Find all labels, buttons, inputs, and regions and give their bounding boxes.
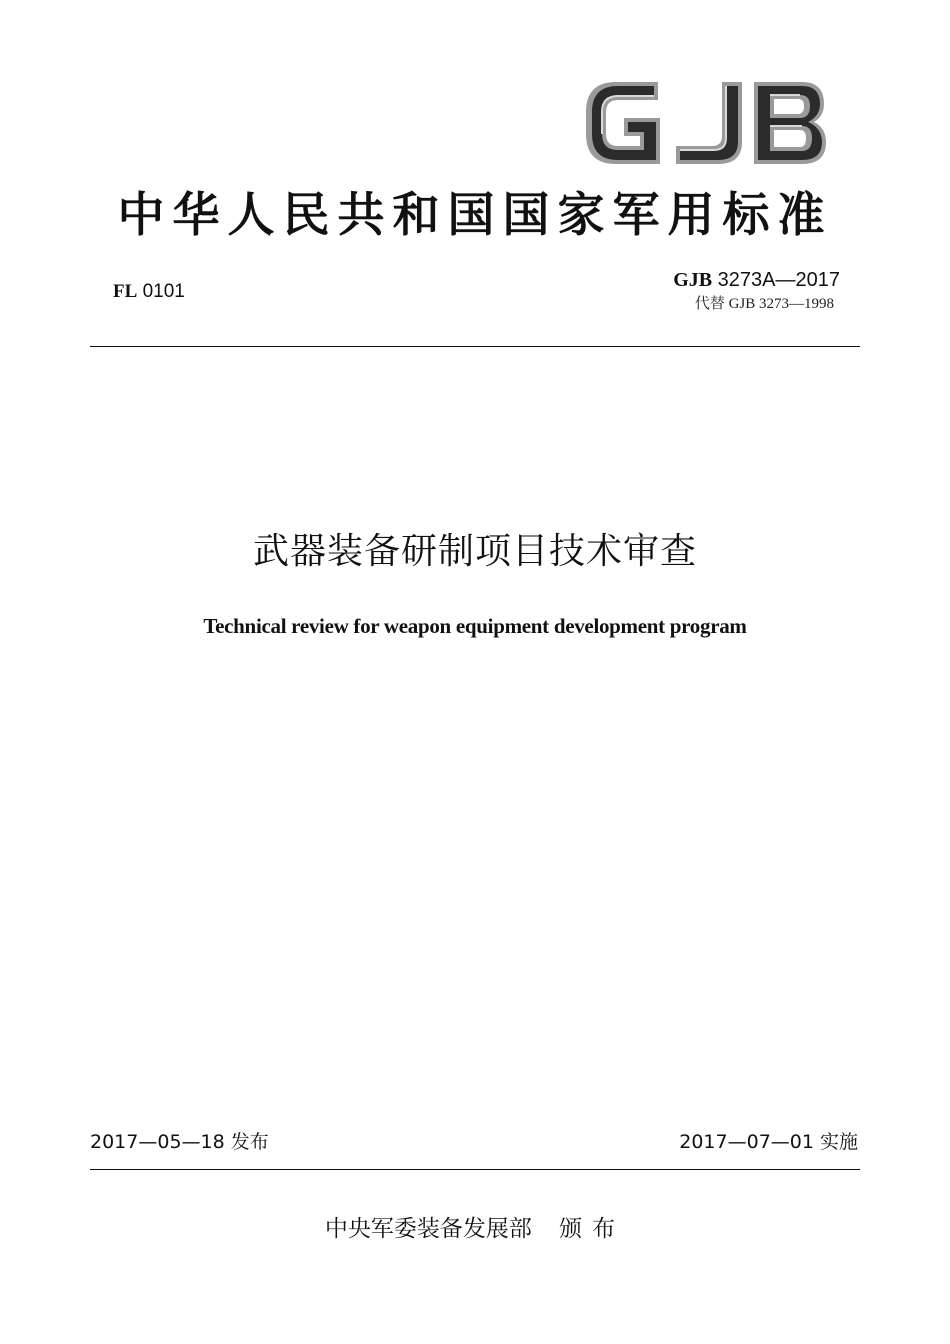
gjb-logo <box>580 72 830 174</box>
bottom-divider <box>90 1169 860 1170</box>
classification-code <box>113 280 185 304</box>
issuer-name: 中央军委装备发展部 <box>324 1216 532 1242</box>
classification-prefix: FL <box>113 281 138 302</box>
issuer-action: 颁布 <box>559 1216 626 1242</box>
implementation-date: 2017—07—01 实施 <box>679 1131 858 1153</box>
replaces-standard: 代替 GJB 3273—1998 <box>694 296 834 312</box>
top-divider <box>90 346 860 347</box>
country-standard-title: 中华人民共和国国家军用标准 <box>117 188 833 243</box>
document-title-cn: 武器装备研制项目技术审查 <box>252 531 697 572</box>
issue-date: 2017—05—18 发布 <box>90 1131 269 1153</box>
classification-number: 0101 <box>142 281 185 302</box>
standard-number <box>673 267 840 293</box>
issuing-authority <box>0 1212 950 1246</box>
document-title-en: Technical review for weapon equipment development program <box>203 614 747 638</box>
standard-code: 3273A—2017 <box>717 269 840 291</box>
standard-prefix: GJB <box>673 269 713 291</box>
